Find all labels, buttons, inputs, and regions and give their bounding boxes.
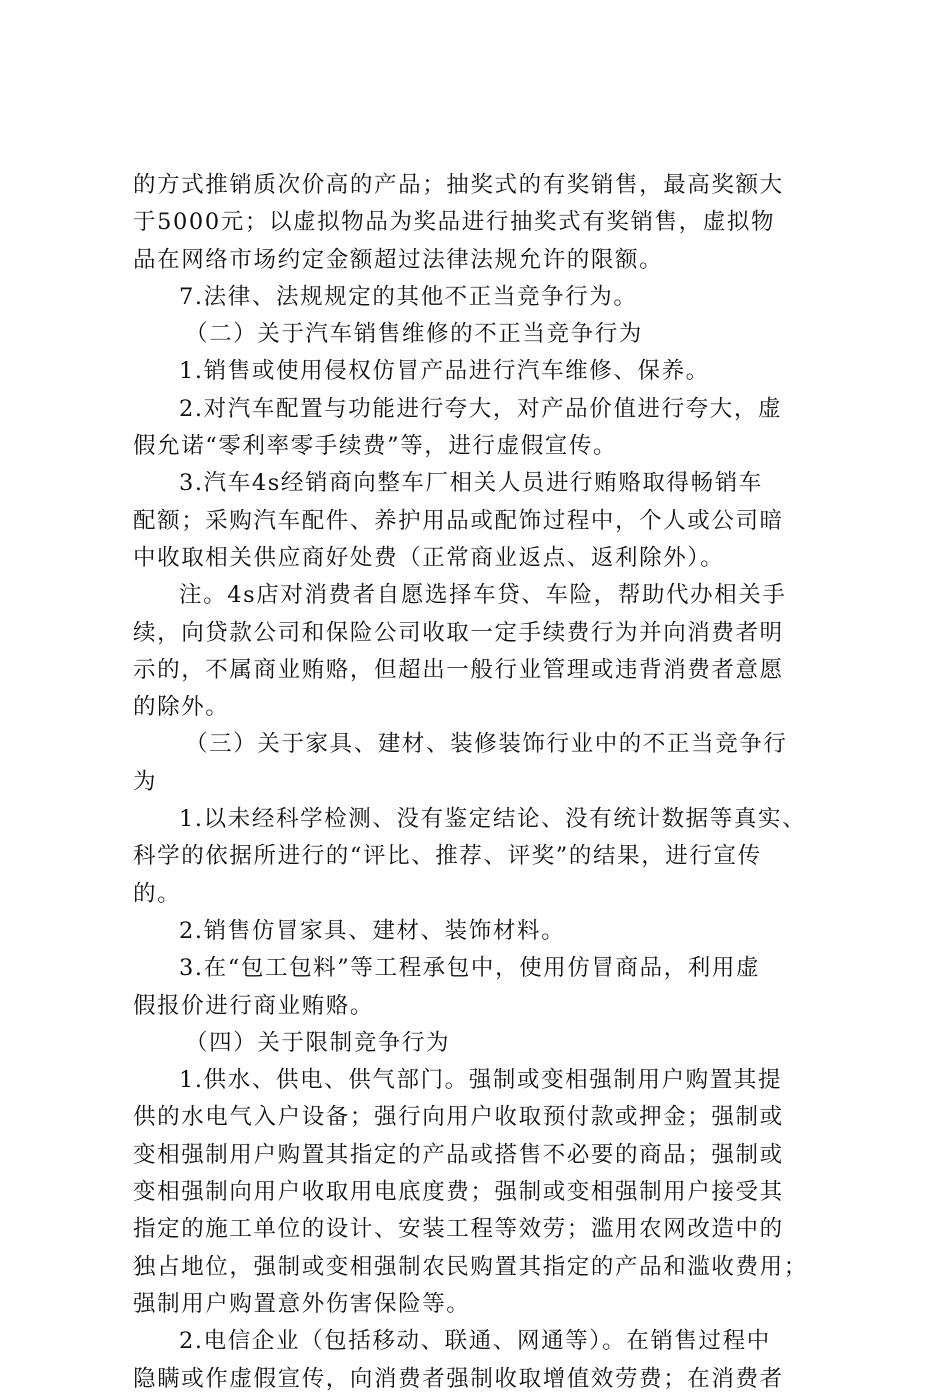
text-line: 假允诺“零利率零手续费”等，进行虚假宣传。 (133, 433, 618, 460)
text-line: 供的水电气入户设备；强行向用户收取预付款或押金；强制或 (133, 1104, 784, 1131)
text-line: 中收取相关供应商好处费（正常商业返点、返利除外）。 (133, 544, 725, 571)
text-line: （三）关于家具、建材、装修装饰行业中的不正当竞争行 (185, 731, 788, 758)
text-line: 变相强制向用户收取用电底度费；强制或变相强制用户接受其 (133, 1179, 784, 1206)
text-line: 隐瞒或作虚假宣传，向消费者强制收取增值效劳费；在消费者 (133, 1365, 784, 1392)
text-line: 假报价进行商业贿赂。 (133, 992, 375, 1019)
text-line: 指定的施工单位的设计、安装工程等效劳；滥用农网改造中的 (133, 1216, 784, 1243)
text-line: 强制用户购置意外伤害保险等。 (133, 1290, 471, 1317)
text-line: 2.销售仿冒家具、建材、装饰材料。 (179, 917, 566, 944)
text-line: 7.法律、法规规定的其他不正当竞争行为。 (179, 283, 638, 310)
document-body (133, 167, 833, 1398)
text-line: 的除外。 (133, 694, 230, 721)
text-line: 品在网络市场约定金额超过法律法规允许的限额。 (133, 246, 664, 273)
text-line: 注。4s店对消费者自愿选择车贷、车险，帮助代办相关手 (179, 582, 787, 609)
text-line: （二）关于汽车销售维修的不正当竞争行为 (185, 321, 643, 348)
text-line: 1.供水、供电、供气部门。强制或变相强制用户购置其提 (179, 1067, 783, 1094)
text-line: 的。 (133, 880, 182, 907)
text-line: 1.以未经科学检测、没有鉴定结论、没有统计数据等真实、 (179, 806, 807, 833)
text-line: 3.在“包工包料”等工程承包中，使用仿冒商品，利用虚 (179, 955, 761, 982)
text-line: 独占地位，强制或变相强制农民购置其指定的产品和滥收费用； (133, 1253, 808, 1280)
text-line: 科学的依据所进行的“评比、推荐、评奖”的结果，进行宣传 (133, 843, 762, 870)
text-line: 配额；采购汽车配件、养护用品或配饰过程中，个人或公司暗 (133, 507, 784, 534)
text-line: 2.对汽车配置与功能进行夸大，对产品价值进行夸大，虚 (179, 395, 783, 422)
text-line: 续，向贷款公司和保险公司收取一定手续费行为并向消费者明 (133, 619, 784, 646)
text-line: 为 (133, 768, 158, 795)
text-line: 1.销售或使用侵权仿冒产品进行汽车维修、保养。 (179, 358, 710, 385)
text-line: 的方式推销质次价高的产品；抽奖式的有奖销售，最高奖额大 (133, 172, 784, 198)
text-line: 变相强制用户购置其指定的产品或搭售不必要的商品；强制或 (133, 1141, 784, 1168)
text-line: 3.汽车4s经销商向整车厂相关人员进行贿赂取得畅销车 (179, 470, 763, 497)
text-line: 示的，不属商业贿赂，但超出一般行业管理或违背消费者意愿 (133, 656, 784, 683)
text-line: （四）关于限制竞争行为 (185, 1029, 451, 1056)
text-line: 2.电信企业（包括移动、联通、网通等）。在销售过程中 (179, 1328, 771, 1355)
text-line: 于5000元；以虚拟物品为奖品进行抽奖式有奖销售，虚拟物 (133, 209, 776, 236)
